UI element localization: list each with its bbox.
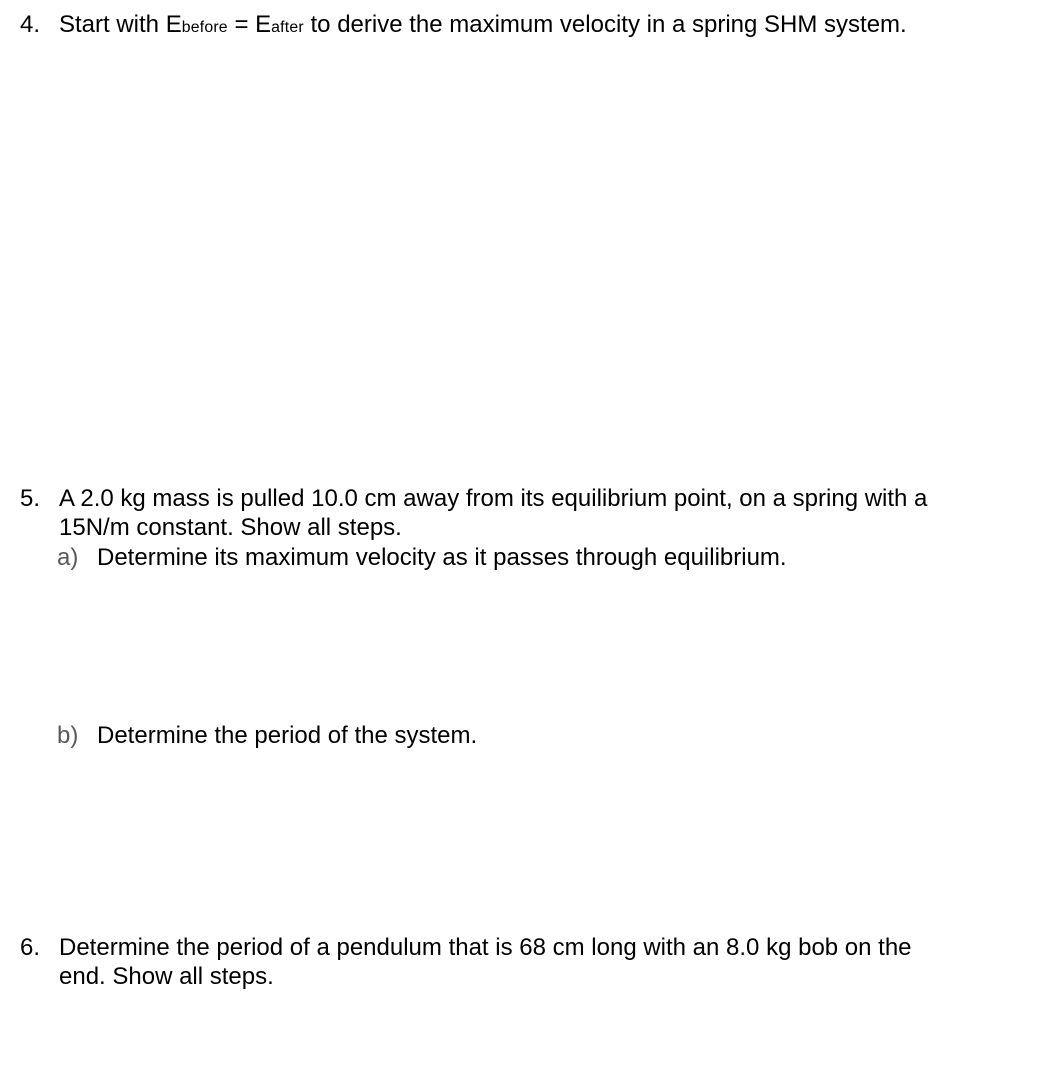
question-text-line-2: end. Show all steps. xyxy=(59,963,274,990)
question-text-end: to derive the maximum velocity in a spring SHM system. xyxy=(303,11,907,38)
subscript-after: after xyxy=(271,19,304,36)
part-text: Determine the period of the system. xyxy=(97,722,478,749)
question-5-part-a xyxy=(57,543,787,572)
question-text-line-2: 15N/m constant. Show all steps. xyxy=(59,514,402,541)
equals-e: = E xyxy=(227,11,272,38)
question-5 xyxy=(20,484,927,542)
question-4 xyxy=(20,10,907,42)
subscript-before: before xyxy=(181,19,228,36)
question-text-line-1: A 2.0 kg mass is pulled 10.0 cm away from its equilibrium point, on a spring with a xyxy=(59,485,928,512)
question-number: 6. xyxy=(20,934,41,961)
question-text xyxy=(59,10,907,42)
part-text: Determine its maximum velocity as it passes through equilibrium. xyxy=(97,544,787,571)
question-5-part-b xyxy=(57,721,477,750)
question-number: 4. xyxy=(20,11,41,38)
question-text-line-1: Determine the period of a pendulum that is 68 cm long with an 8.0 kg bob on the xyxy=(59,934,912,961)
question-text-start: Start with E xyxy=(59,11,182,38)
part-letter: a) xyxy=(57,544,79,571)
part-letter: b) xyxy=(57,722,79,749)
question-number: 5. xyxy=(20,485,41,512)
question-6 xyxy=(20,933,912,991)
